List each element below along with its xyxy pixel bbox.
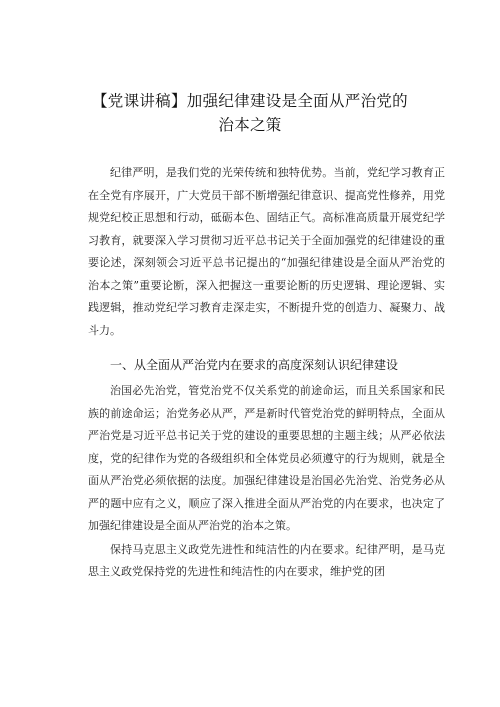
intro-section: [88, 162, 445, 342]
document-title-line-2: 治本之策: [218, 116, 282, 134]
section-1-heading: 一、从全面从严治党内在要求的高度深刻认识纪律建设: [110, 358, 399, 372]
intro-paragraph: 纪律严明，是我们党的光荣传统和独特优势。当前，党纪学习教育正在全党有序展开，广大党员干部不断增强纪律意识、提高党性修养，用党规党纪校正思想和行动，砥砺本色、固结正气。高标准高质量开展党纪学习教育，就要深入学习贯彻习近平总书记关于全面加强党的纪律建设的重要论述，深刻领会习近平总书记提出的“加强纪律建设是全面从严治党的治本之策”重要论断，深入把握这一重要论断的历史逻辑、理论逻辑、实践逻辑，推动党纪学习教育走深走实，不断提升党的创造力、凝聚力、战斗力。: [88, 166, 445, 337]
section-1-paragraph-1: 治国必先治党，管党治党不仅关系党的前途命运，而且关系国家和民族的前途命运；治党务必从严，严是新时代管党治党的鲜明特点，全面从严治党是习近平总书记关于党的建设的重要思想的主题主线；从严必依法度，党的纪律作为党的各级组织和全体党员必须遵守的行为规则，就是全面从严治党必须依据的法度。加强纪律建设是治国必先治党、治党务必从严的题中应有之义，顺应了深入推进全面从严治党的内在要求，也决定了加强纪律建设是全面从严治党的治本之策。: [88, 384, 445, 532]
section-1-body: [88, 380, 445, 584]
section-1-paragraph-2: 保持马克思主义政党先进性和纯洁性的内在要求。纪律严明，是马克思主义政党保持党的先进性和纯洁性的内在要求，维护党的团: [88, 542, 445, 578]
document-title-line-1: 【党课讲稿】加强纪律建设是全面从严治党的: [91, 92, 408, 110]
